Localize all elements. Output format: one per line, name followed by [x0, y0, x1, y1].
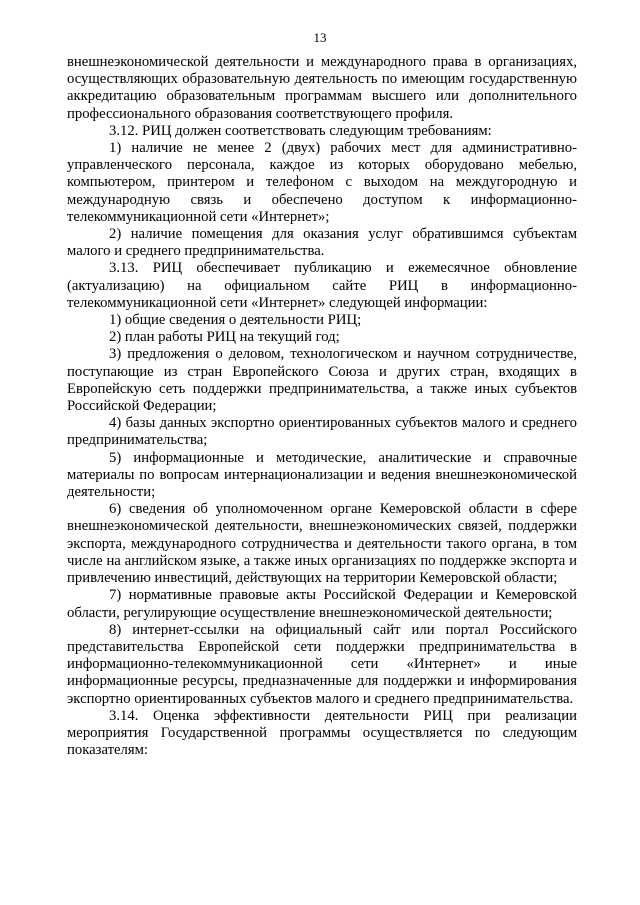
list-item: 6) сведения об уполномоченном органе Кемеровской области в сфере внешнеэкономической деятельности, внешнеэкономических связей, поддержки экспорта, международного сотрудничества и деятельности такого органа, в том числе на английском языке, а также иных организациях по поддержке экспорта и привлечению инвестиций, действующих на территории Кемеровской области;	[67, 501, 577, 587]
paragraph: внешнеэкономической деятельности и международного права в организациях, осуществляющих образовательную деятельность по имеющим государственную аккредитацию образовательным программам высшего или дополнительного профессионального образования соответствующего профиля.	[67, 54, 577, 122]
list-item: 2) план работы РИЦ на текущий год;	[109, 329, 340, 346]
section-heading-3-14: 3.14. Оценка эффективности деятельности РИЦ при реализации мероприятия Государственной программы осуществляется по следующим показателям:	[67, 707, 577, 759]
list-item: 8) интернет-ссылки на официальный сайт или портал Российского представительства Европейской сети поддержки предпринимательства в информационно-телекоммуникационной сети «Интернет» и иные информационные ресурсы, предназначенные для поддержки и информирования экспортно ориентированных субъектов малого и среднего предпринимательства.	[67, 621, 577, 707]
list-item: 2) наличие помещения для оказания услуг обратившимся субъектам малого и среднего предпринимательства.	[67, 226, 577, 260]
list-item: 1) наличие не менее 2 (двух) рабочих мест для административно-управленческого персонала, каждое из которых оборудовано мебелью, компьютером, принтером и телефоном с выходом на междугородную и международную связь и обеспечено доступом к информационно-телекоммуникационной сети «Интернет»;	[67, 140, 577, 225]
list-item: 4) базы данных экспортно ориентированных субъектов малого и среднего предпринимательства;	[67, 415, 577, 449]
section-heading-3-12: 3.12. РИЦ должен соответствовать следующим требованиям:	[109, 122, 492, 139]
list-item: 7) нормативные правовые акты Российской Федерации и Кемеровской области, регулирующие осуществление внешнеэкономической деятельности;	[67, 587, 577, 621]
document-body	[67, 54, 577, 759]
page-number: 13	[313, 30, 327, 45]
list-item: 3) предложения о деловом, технологическом и научном сотрудничестве, поступающие из стран Европейского Союза и других стран, входящих в Европейскую сеть поддержки предпринимательства, а также иных субъектов Российской Федерации;	[67, 346, 577, 415]
list-item: 1) общие сведения о деятельности РИЦ;	[109, 312, 362, 329]
section-heading-3-13: 3.13. РИЦ обеспечивает публикацию и ежемесячное обновление (актуализацию) на официальном сайте РИЦ в информационно-телекоммуникационной сети «Интернет» следующей информации:	[67, 260, 577, 311]
list-item: 5) информационные и методические, аналитические и справочные материалы по вопросам интернационализации и ведения внешнеэкономической деятельности;	[67, 449, 577, 501]
